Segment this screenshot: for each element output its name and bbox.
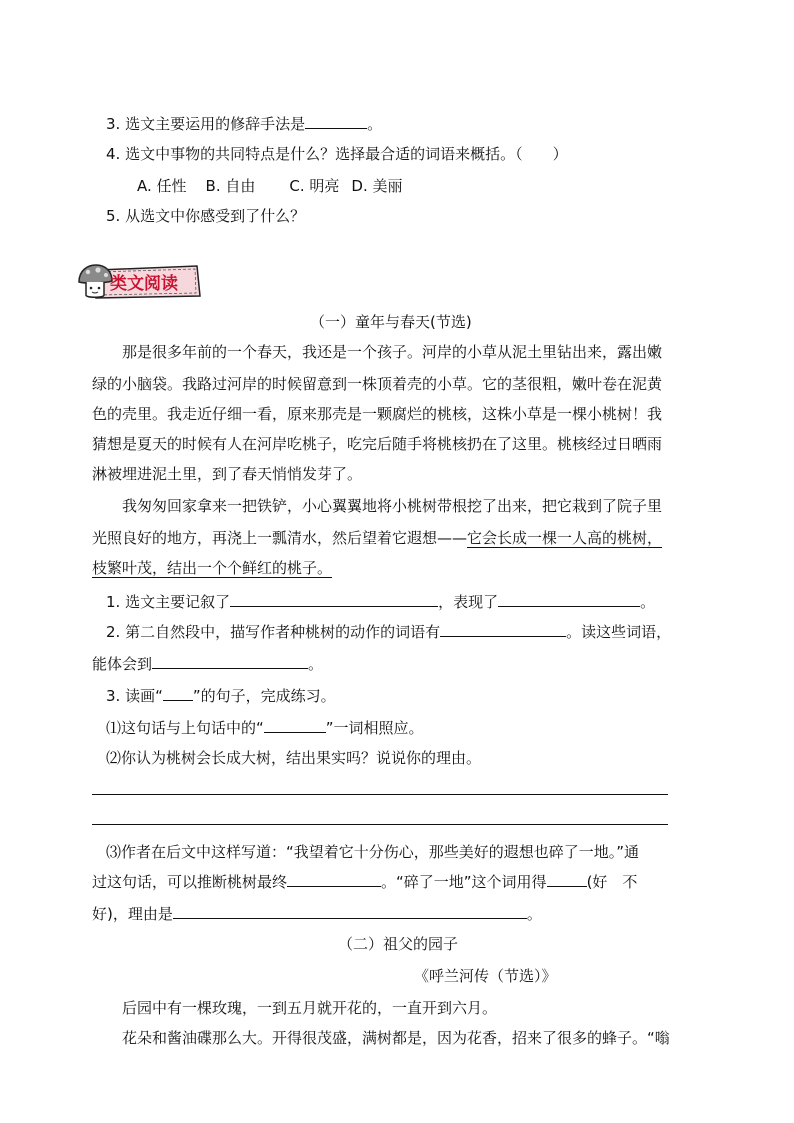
passage-line: 后园中有一棵玫瑰，一到五月就开花的，一直开到六月。	[122, 999, 498, 1017]
passage-2-title: （二）祖父的园子	[338, 935, 459, 953]
option-a[interactable]: A. 任性	[137, 177, 187, 195]
question-4-options	[137, 176, 402, 196]
question-3-1: ⑴这句话与上句话中的“ ”一词相照应。	[106, 719, 424, 737]
option-b[interactable]: B. 自由	[205, 177, 256, 195]
question-3-3-continued: 好)，理由是 。	[92, 905, 542, 923]
question-3-3: ⑶作者在后文中这样写道：“我望着它十分伤心，那些美好的遐想也碎了一地。”通	[106, 843, 640, 861]
question-4: 4. 选文中事物的共同特点是什么？选择最合适的词语来概括。（ ）	[106, 145, 568, 163]
question-3-3-continued: 过这句话，可以推断桃树最终 。“碎了一地”这个词用得 (好 不	[92, 873, 638, 891]
question-3-2: ⑵你认为桃树会长成大树，结出果实吗？说说你的理由。	[106, 749, 482, 767]
answer-line[interactable]	[92, 794, 668, 795]
passage-line: 绿的小脑袋。我路过河岸的时候留意到一株顶着壳的小草。它的茎很粗，嫩叶卷在泥黄	[92, 375, 663, 393]
passage-line	[92, 558, 332, 578]
question-3-instruction: 3. 读画“ ”的句子，完成练习。	[106, 687, 336, 705]
question-3: 3. 选文主要运用的修辞手法是 。	[106, 115, 383, 133]
option-d[interactable]: D. 美丽	[351, 177, 403, 195]
answer-blank[interactable]	[547, 872, 587, 887]
question-1: 1. 选文主要记叙了 ，表现了 。	[106, 593, 656, 611]
question-2-continued: 能体会到 。	[92, 655, 324, 673]
passage-line: 我匆匆回家拿来一把铁铲，小心翼翼地将小桃树带根挖了出来，把它栽到了院子里	[122, 497, 663, 515]
answer-blank[interactable]	[305, 114, 367, 129]
underline-sample	[163, 686, 193, 701]
answer-blank[interactable]	[498, 592, 640, 607]
passage-line: 淋被埋进泥土里，到了春天悄悄发芽了。	[92, 465, 363, 483]
passage-line: 光照良好的地方，再浇上一瓢清水，然后望着它遐想——它会长成一棵一人高的桃树，	[92, 529, 663, 547]
question-2: 2. 第二自然段中，描写作者种桃树的动作的词语有 。读这些词语，	[106, 623, 672, 641]
passage-line: 猜想是夏天的时候有人在河岸吃桃子，吃完后随手将桃核扔在了这里。桃核经过日晒雨	[92, 435, 663, 453]
passage-line: 色的壳里。我走近仔细一看，原来那壳是一颗腐烂的桃核，这株小草是一棵小桃树！我	[92, 405, 663, 423]
answer-blank[interactable]	[287, 872, 381, 887]
answer-blank[interactable]	[440, 622, 566, 637]
question-5: 5. 从选文中你感受到了什么？	[106, 207, 306, 225]
underlined-sentence: 它会长成一棵一人高的桃树，	[467, 529, 663, 547]
answer-line[interactable]	[92, 824, 668, 825]
underlined-sentence: 枝繁叶茂，结出一个个鲜红的桃子。	[92, 559, 333, 577]
passage-line: 那是很多年前的一个春天，我还是一个孩子。河岸的小草从泥土里钻出来，露出嫩	[122, 343, 663, 361]
answer-blank[interactable]	[152, 654, 308, 669]
option-c[interactable]: C. 明亮	[289, 177, 340, 195]
passage-2-source: 《呼兰河传（节选）》	[414, 967, 557, 985]
answer-blank[interactable]	[173, 904, 527, 919]
answer-blank[interactable]	[230, 592, 438, 607]
section-banner	[76, 262, 202, 300]
answer-blank[interactable]	[264, 718, 326, 733]
passage-line: 花朵和酱油碟那么大。开得很茂盛，满树都是，因为花香，招来了很多的蜂子。“嗡	[122, 1029, 670, 1047]
section-banner-label: 类文阅读	[110, 274, 178, 294]
passage-1-title: （一）童年与春天(节选)	[310, 313, 472, 331]
